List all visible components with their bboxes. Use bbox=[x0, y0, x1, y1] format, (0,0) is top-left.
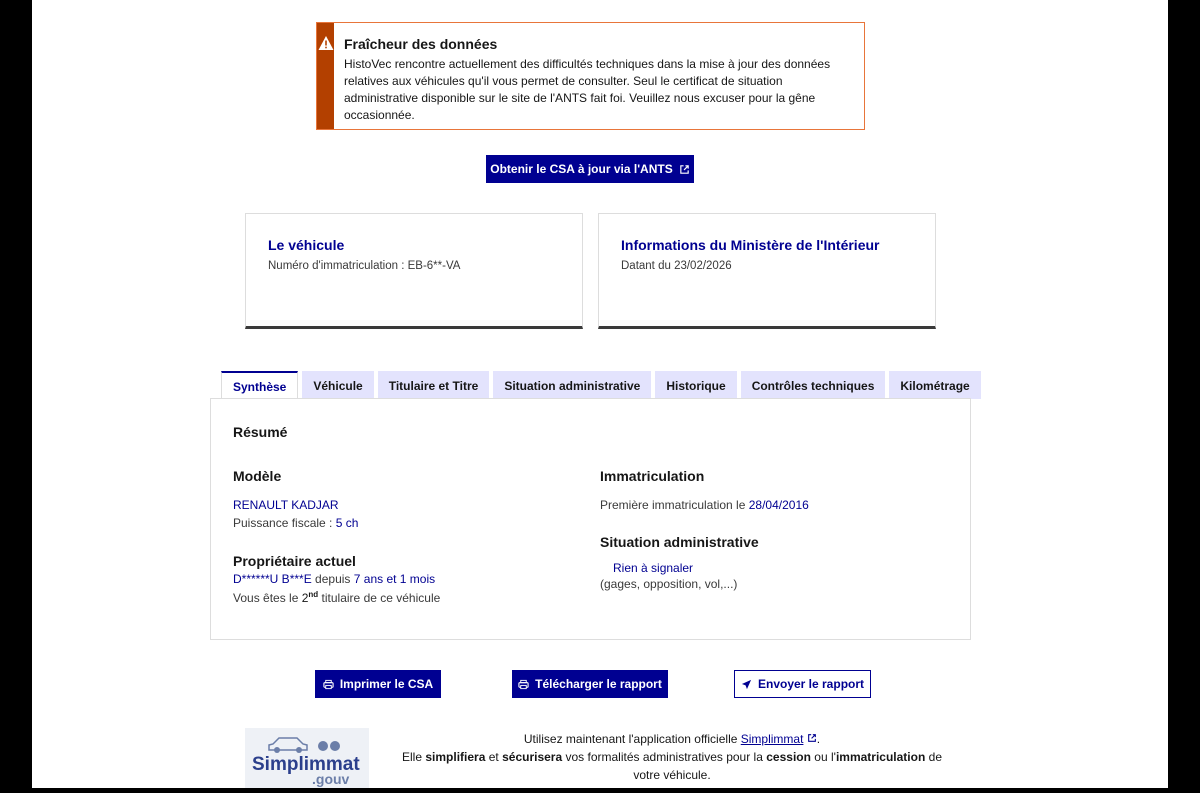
page bbox=[32, 0, 1168, 788]
promo-line1-prefix: Utilisez maintenant l'application officielle bbox=[523, 732, 738, 746]
tab-kilometrage[interactable]: Kilométrage bbox=[889, 371, 980, 399]
first-registration-row bbox=[600, 496, 809, 514]
promo-line-2 bbox=[392, 748, 952, 784]
registration-heading: Immatriculation bbox=[600, 468, 705, 484]
external-link-icon bbox=[807, 733, 817, 743]
owner-since-value: 7 ans et 1 mois bbox=[353, 572, 436, 586]
first-registration-label: Première immatriculation le bbox=[600, 498, 746, 512]
simplimmat-promo bbox=[392, 730, 952, 784]
promo-line1-suffix: . bbox=[816, 732, 821, 746]
owner-name: D******U B***E bbox=[233, 572, 312, 586]
owner-row bbox=[233, 571, 440, 587]
tab-controles-techniques[interactable]: Contrôles techniques bbox=[741, 371, 886, 399]
ministry-card bbox=[598, 213, 936, 329]
promo-cession: cession bbox=[766, 750, 811, 764]
logo-text: Simplimmat bbox=[252, 754, 360, 775]
simplimmat-logo[interactable] bbox=[245, 728, 369, 788]
promo-immatriculation: immatriculation bbox=[835, 750, 926, 764]
holder-prefix: Vous êtes le bbox=[233, 591, 299, 605]
get-csa-ants-button[interactable] bbox=[486, 155, 694, 183]
holder-suffix: titulaire de ce véhicule bbox=[321, 591, 441, 605]
promo-ou: ou l' bbox=[814, 750, 836, 764]
promo-line-1 bbox=[392, 730, 952, 748]
vehicle-plate: Numéro d'immatriculation : EB-6**-VA bbox=[268, 260, 461, 272]
download-report-button[interactable] bbox=[512, 670, 668, 698]
first-registration-date: 28/04/2016 bbox=[748, 498, 809, 512]
tab-vehicule[interactable]: Véhicule bbox=[302, 371, 373, 399]
holder-rank: 2 bbox=[301, 591, 309, 605]
owner-heading: Propriétaire actuel bbox=[233, 553, 356, 569]
owner-since-label: depuis bbox=[315, 572, 351, 586]
admin-note: (gages, opposition, vol,...) bbox=[600, 577, 738, 591]
model-value: RENAULT KADJAR bbox=[233, 498, 339, 512]
ministry-date: Datant du 23/02/2026 bbox=[621, 260, 732, 272]
holder-row bbox=[233, 587, 440, 606]
admin-heading: Situation administrative bbox=[600, 534, 759, 550]
promo-elle: Elle bbox=[402, 750, 423, 764]
alert-title: Fraîcheur des données bbox=[344, 36, 498, 52]
power-label: Puissance fiscale : bbox=[233, 516, 333, 530]
get-csa-ants-label: Obtenir le CSA à jour via l'ANTS bbox=[490, 162, 673, 176]
left-column bbox=[233, 468, 440, 606]
holder-sup: nd bbox=[308, 590, 319, 599]
promo-et: et bbox=[488, 750, 499, 764]
synthese-panel bbox=[210, 398, 971, 640]
tab-synthese[interactable]: Synthèse bbox=[221, 371, 298, 400]
admin-value: Rien à signaler bbox=[613, 561, 694, 575]
alert-bar bbox=[317, 23, 334, 129]
print-csa-label: Imprimer le CSA bbox=[339, 677, 434, 691]
send-icon bbox=[741, 679, 752, 690]
logo-suffix: .gouv bbox=[312, 771, 350, 787]
vehicle-card-title: Le véhicule bbox=[268, 237, 345, 253]
tab-historique[interactable]: Historique bbox=[655, 371, 736, 399]
send-report-button[interactable] bbox=[734, 670, 871, 698]
vehicle-card bbox=[245, 213, 583, 329]
simplimmat-link-label: Simplimmat bbox=[740, 732, 804, 746]
right-column bbox=[600, 468, 809, 592]
model-heading: Modèle bbox=[233, 468, 282, 484]
promo-simplifiera: simplifiera bbox=[425, 750, 486, 764]
alert-text: HistoVec rencontre actuellement des difficultés techniques dans la mise à jour des données relatives aux véhicules qu'il vous permet de consulter. Seul le certificat de situation administrative disponible sur le site de l'ANTS fait foi. Veuillez nous excuser pour la gêne occasionnée. bbox=[344, 57, 831, 122]
data-freshness-alert bbox=[316, 22, 865, 130]
report-tabs bbox=[221, 371, 981, 400]
send-report-label: Envoyer le rapport bbox=[757, 677, 865, 691]
tab-situation-administrative[interactable]: Situation administrative bbox=[493, 371, 651, 399]
download-report-label: Télécharger le rapport bbox=[535, 677, 662, 691]
summary-title: Résumé bbox=[233, 424, 288, 440]
promo-securisera: sécurisera bbox=[502, 750, 563, 764]
tab-titulaire[interactable]: Titulaire et Titre bbox=[378, 371, 490, 399]
warning-icon bbox=[318, 35, 334, 51]
print-csa-button[interactable] bbox=[315, 670, 441, 698]
power-row bbox=[233, 514, 440, 532]
promo-vehicule: de votre véhicule. bbox=[633, 750, 942, 782]
external-link-icon bbox=[679, 164, 690, 175]
promo-formalites: vos formalités administratives pour la bbox=[565, 750, 763, 764]
printer-icon bbox=[518, 679, 529, 690]
ministry-card-title: Informations du Ministère de l'Intérieur bbox=[621, 237, 880, 253]
simplimmat-link[interactable] bbox=[741, 732, 804, 746]
power-value: 5 ch bbox=[335, 516, 359, 530]
printer-icon bbox=[323, 679, 334, 690]
